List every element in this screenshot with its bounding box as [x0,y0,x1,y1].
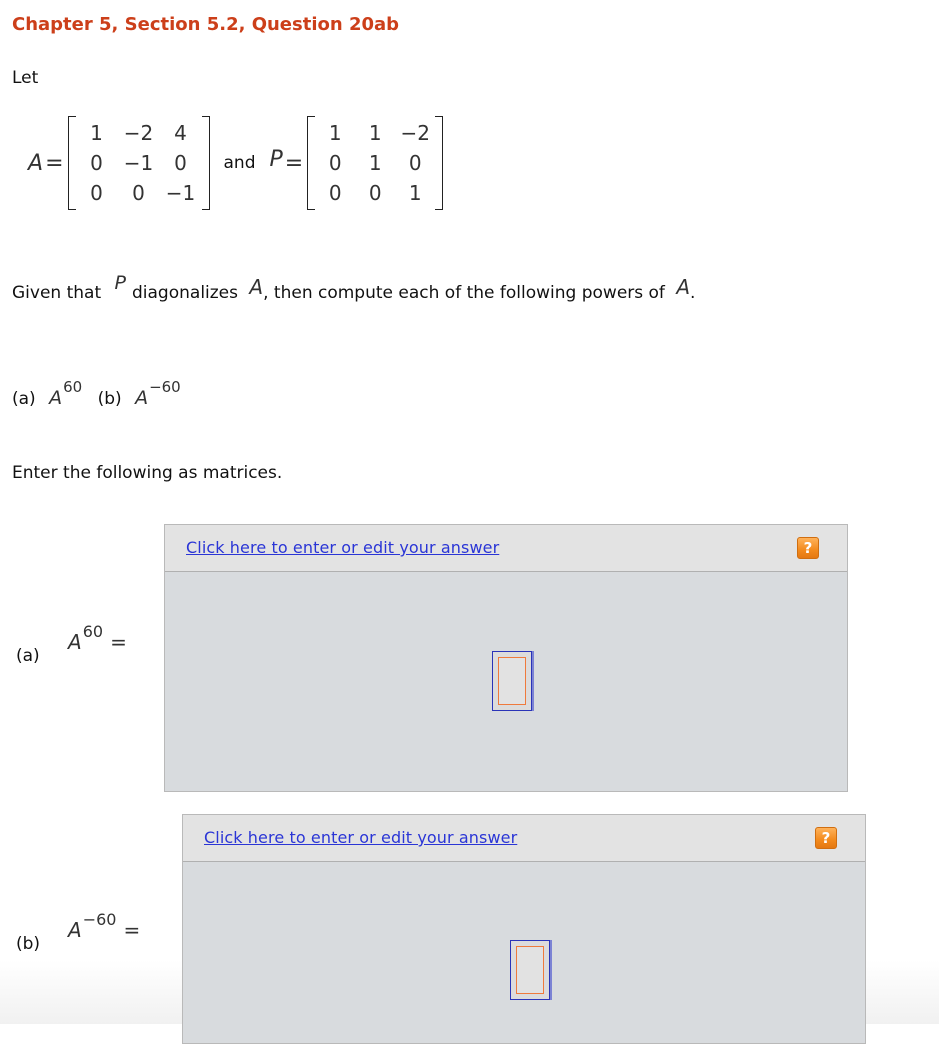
matrix-A-cell: 0 [132,181,145,205]
given-text-4: . [690,283,696,303]
matrix-A-cell: 0 [90,151,103,175]
matrix-A-cell: 0 [90,181,103,205]
matrix-A-cell: −2 [123,121,154,145]
given-text-1: Given that [12,283,102,303]
answer-a-equals: = [110,630,127,654]
given-text-3: , then compute each of the following powers of [263,283,665,303]
answer-b-matrix-cell[interactable] [516,946,544,994]
matrix-P [307,116,443,210]
page-title: Chapter 5, Section 5.2, Question 20ab [12,14,400,35]
matrix-P-cell: 1 [408,181,422,205]
answer-b-edit-link[interactable]: Click here to enter or edit your answer [204,828,518,847]
matrix-A-name: A [28,150,44,176]
answer-a-edit-link[interactable]: Click here to enter or edit your answer [186,538,500,557]
equals-sign: = [45,150,64,176]
part-b-label: (b) [97,389,122,409]
matrix-P-cell: 1 [328,121,342,145]
answer-a-label: (a) [16,646,40,666]
answer-a-panel-header [165,525,847,572]
answer-b-matrix-input[interactable] [510,940,550,1000]
var-P: P [114,272,126,294]
answer-b-exponent: −60 [82,910,117,929]
var-A: A [676,275,691,299]
answer-b-panel-header [183,815,865,862]
conjunction-text: and [223,153,256,173]
given-sentence [12,272,696,303]
part-a-base: A [49,387,63,409]
matrix-A-cell: −1 [165,181,196,205]
question-mark-icon[interactable]: ? [815,827,837,849]
parts-list [12,378,181,409]
part-b-exponent: −60 [149,378,181,396]
matrix-A-cell: 4 [174,121,187,145]
answer-a-matrix-input[interactable] [492,651,532,711]
matrix-P-cell: 0 [328,181,342,205]
matrix-P-cell: 1 [368,151,382,175]
part-a-label: (a) [12,389,36,409]
matrix-A-cell: 0 [174,151,187,175]
matrix-A-cell: 1 [90,121,103,145]
given-text-2: diagonalizes [132,283,239,303]
matrix-A [68,116,210,210]
question-mark-icon[interactable]: ? [797,537,819,559]
var-A: A [249,275,264,299]
matrix-P-cell: 0 [408,151,422,175]
part-b-base: A [135,387,149,409]
matrix-P-cell: 0 [368,181,382,205]
matrix-P-name: P [269,146,283,172]
equals-sign: = [284,150,304,176]
answer-b-expression [68,910,141,942]
instruction-text: Enter the following as matrices. [12,463,283,483]
matrix-P-cell: −2 [400,121,430,145]
matrix-A-cell: −1 [123,151,154,175]
answer-a-base: A [68,630,82,654]
intro-text: Let [12,68,39,88]
matrix-P-cell: 0 [328,151,342,175]
answer-a-expression [68,622,127,654]
matrix-definitions [28,116,443,210]
answer-a-panel [164,524,848,792]
part-a-exponent: 60 [63,378,83,396]
answer-a-matrix-cell[interactable] [498,657,526,705]
matrix-P-cell: 1 [368,121,382,145]
answer-a-exponent: 60 [82,622,104,641]
answer-b-base: A [68,918,82,942]
answer-b-equals: = [123,918,141,942]
answer-b-label: (b) [16,934,41,954]
answer-b-panel [182,814,866,1044]
